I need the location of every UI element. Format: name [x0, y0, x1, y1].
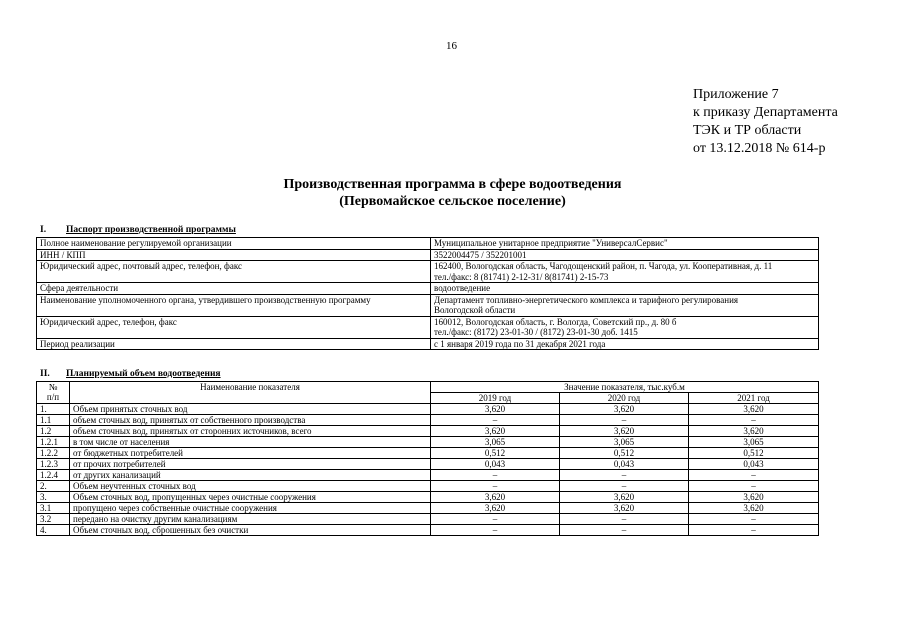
- section-title: Планируемый объем водоотведения: [66, 369, 221, 379]
- section-heading-volume: [36, 369, 221, 380]
- row-number: 4.: [37, 525, 70, 536]
- passport-value-line: Департамент топливно-энергетического комплекса и тарифного регулирования: [434, 294, 739, 305]
- document-title-line2: (Первомайское сельское поселение): [339, 194, 566, 209]
- row-value: 3,620: [560, 404, 689, 415]
- row-indicator-name: Объем неучтенных сточных вод: [70, 481, 431, 492]
- row-value: –: [689, 481, 819, 492]
- passport-value-line: Муниципальное унитарное предприятие "УниверсалСервис": [434, 238, 668, 248]
- row-value: 3,065: [431, 437, 560, 448]
- volume-row: [37, 437, 819, 448]
- passport-label: Юридический адрес, телефон, факс: [37, 316, 431, 338]
- appendix-line: к приказу Департамента: [693, 105, 838, 120]
- section-heading-passport: [36, 225, 236, 236]
- row-value: 3,620: [431, 426, 560, 437]
- row-indicator-name: в том числе от населения: [70, 437, 431, 448]
- row-value: 3,620: [560, 492, 689, 503]
- row-value: 3,620: [431, 404, 560, 415]
- passport-value-line: 3522004475 / 352201001: [434, 249, 527, 260]
- passport-row: [37, 238, 819, 250]
- row-value: –: [431, 415, 560, 426]
- header-num-line2: п/п: [46, 392, 60, 402]
- row-number: 3.1: [37, 503, 70, 514]
- row-value: –: [431, 514, 560, 525]
- volume-row: [37, 514, 819, 525]
- passport-value: [431, 249, 819, 261]
- header-value-group: Значение показателя, тыс.куб.м: [431, 382, 819, 393]
- passport-row: [37, 294, 819, 316]
- row-number: 1.2: [37, 426, 70, 437]
- volume-row: [37, 459, 819, 470]
- volume-row: [37, 492, 819, 503]
- volume-row: [37, 448, 819, 459]
- passport-row: [37, 283, 819, 295]
- passport-value: [431, 261, 819, 283]
- row-number: 1.2.1: [37, 437, 70, 448]
- section-number: I.: [40, 225, 47, 235]
- passport-row: [37, 316, 819, 338]
- row-indicator-name: пропущено через собственные очистные сооружения: [70, 503, 431, 514]
- row-value: 3,620: [560, 503, 689, 514]
- row-value: –: [689, 470, 819, 481]
- section-title: Паспорт производственной программы: [66, 225, 236, 235]
- row-indicator-name: от прочих потребителей: [70, 459, 431, 470]
- volume-row: [37, 426, 819, 437]
- row-indicator-name: Объем принятых сточных вод: [70, 404, 431, 415]
- row-value: –: [431, 525, 560, 536]
- passport-label: Юридический адрес, почтовый адрес, телефон, факс: [37, 261, 431, 283]
- row-value: 3,620: [689, 404, 819, 415]
- volume-row: [37, 415, 819, 426]
- header-year-2020: 2020 год: [560, 393, 689, 404]
- passport-value-line: 160012, Вологодская область, г. Вологда, Советский пр., д. 80 б: [434, 316, 677, 327]
- row-value: 0,043: [689, 459, 819, 470]
- passport-table-body: [37, 238, 819, 350]
- row-number: 1.1: [37, 415, 70, 426]
- volume-row: [37, 470, 819, 481]
- volume-row: [37, 525, 819, 536]
- row-number: 1.: [37, 404, 70, 415]
- appendix-line: ТЭК и ТР области: [693, 123, 802, 138]
- row-value: –: [560, 415, 689, 426]
- passport-label: Наименование уполномоченного органа, утвердившего производственную программу: [37, 294, 431, 316]
- header-num-line1: №: [48, 382, 58, 392]
- row-value: 0,043: [431, 459, 560, 470]
- passport-label: ИНН / КПП: [37, 249, 431, 261]
- passport-label: Полное наименование регулируемой организации: [37, 238, 431, 250]
- row-value: 0,043: [560, 459, 689, 470]
- page-number: 16: [446, 40, 457, 52]
- row-value: –: [560, 525, 689, 536]
- passport-table: [36, 237, 819, 350]
- passport-row: [37, 338, 819, 350]
- row-value: 3,620: [560, 426, 689, 437]
- header-year-2019: 2019 год: [431, 393, 560, 404]
- row-number: 3.2: [37, 514, 70, 525]
- passport-value-line: тел./факс: 8 (81741) 2-12-31/ 8(81741) 2-15-73: [434, 271, 609, 282]
- passport-value: [431, 338, 819, 350]
- appendix-line: Приложение 7: [693, 87, 779, 102]
- passport-value-line: водоотведение: [434, 283, 491, 293]
- row-value: 0,512: [560, 448, 689, 459]
- volume-row: [37, 481, 819, 492]
- row-value: –: [689, 525, 819, 536]
- row-value: 3,620: [689, 426, 819, 437]
- passport-value-line: 162400, Вологодская область, Чагодощенский район, п. Чагода, ул. Кооперативная, д. 11: [434, 261, 773, 271]
- row-value: 3,620: [431, 492, 560, 503]
- row-number: 1.2.4: [37, 470, 70, 481]
- row-indicator-name: от других канализаций: [70, 470, 431, 481]
- row-value: –: [560, 470, 689, 481]
- volume-table-body: [37, 404, 819, 536]
- row-value: 3,065: [560, 437, 689, 448]
- volume-row: [37, 503, 819, 514]
- row-indicator-name: Объем сточных вод, пропущенных через очистные сооружения: [70, 492, 431, 503]
- row-value: –: [431, 481, 560, 492]
- document-title: [0, 176, 905, 210]
- row-number: 1.2.2: [37, 448, 70, 459]
- volume-table: [36, 381, 819, 536]
- passport-value: [431, 316, 819, 338]
- row-indicator-name: объем сточных вод, принятых от сторонних источников, всего: [70, 426, 431, 437]
- row-indicator-name: Объем сточных вод, сброшенных без очистки: [70, 525, 431, 536]
- appendix-block: [693, 86, 838, 158]
- volume-row: [37, 404, 819, 415]
- row-indicator-name: объем сточных вод, принятых от собственного производства: [70, 415, 431, 426]
- header-year-2021: 2021 год: [689, 393, 819, 404]
- volume-table-header-row: [37, 382, 819, 393]
- row-number: 2.: [37, 481, 70, 492]
- passport-value-line: тел./факс: (8172) 23-01-30 / (8172) 23-01-30 доб. 1415: [434, 327, 638, 337]
- row-value: –: [431, 470, 560, 481]
- passport-value: [431, 283, 819, 295]
- row-value: –: [560, 481, 689, 492]
- passport-label: Период реализации: [37, 338, 431, 350]
- row-indicator-name: передано на очистку другим канализациям: [70, 514, 431, 525]
- row-value: 0,512: [689, 448, 819, 459]
- row-number: 1.2.3: [37, 459, 70, 470]
- row-value: –: [560, 514, 689, 525]
- appendix-line: от 13.12.2018 № 614-р: [693, 141, 826, 156]
- row-indicator-name: от бюджетных потребителей: [70, 448, 431, 459]
- document-title-line1: Производственная программа в сфере водоотведения: [283, 177, 622, 192]
- row-value: 0,512: [431, 448, 560, 459]
- section-number: II.: [40, 369, 50, 379]
- row-value: 3,620: [689, 492, 819, 503]
- header-num: [37, 382, 70, 404]
- row-value: 3,065: [689, 437, 819, 448]
- passport-value: [431, 294, 819, 316]
- header-name: Наименование показателя: [70, 382, 431, 404]
- passport-row: [37, 249, 819, 261]
- row-value: 3,620: [431, 503, 560, 514]
- row-value: –: [689, 514, 819, 525]
- passport-value-line: Вологодской области: [434, 305, 516, 315]
- passport-row: [37, 261, 819, 283]
- passport-label: Сфера деятельности: [37, 283, 431, 295]
- row-value: –: [689, 415, 819, 426]
- passport-value: [431, 238, 819, 250]
- passport-value-line: с 1 января 2019 года по 31 декабря 2021 года: [434, 338, 606, 349]
- row-value: 3,620: [689, 503, 819, 514]
- row-number: 3.: [37, 492, 70, 503]
